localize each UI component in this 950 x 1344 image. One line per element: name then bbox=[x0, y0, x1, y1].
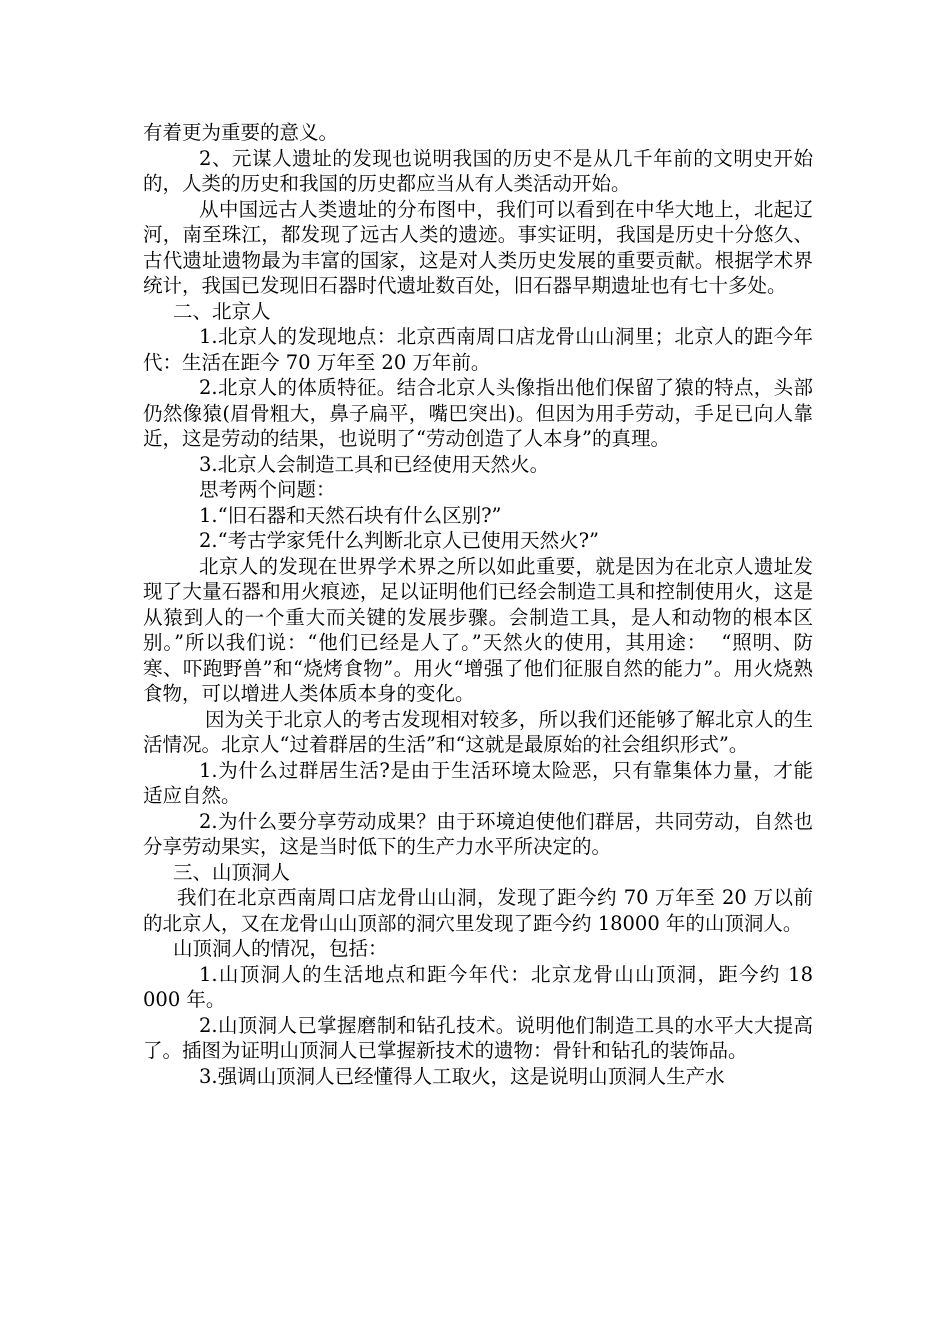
paragraph: 北京人的发现在世界学术界之所以如此重要，就是因为在北京人遗址发现了大量石器和用火痕迹，足以证明他们已经会制造工具和控制使用火，这是从猿到人的一个重大而关键的发展步骤。会制造工具，是人和动物的根本区别。”所以我们说：“他们已经是人了。”天然火的使用，其用途： “照明、防寒、吓跑野兽”和“烧烤食物”。用火“增强了他们征服自然的能力”。用火烧熟食物，可以增进人类体质本身的变化。 bbox=[143, 554, 813, 705]
list-item: 1.山顶洞人的生活地点和距今年代：北京龙骨山山顶洞，距今约 18 000 年。 bbox=[143, 962, 820, 1011]
list-item: 2.为什么要分享劳动成果？由于环境迫使他们群居，共同劳动，自然也分享劳动果实，这是当时低下的生产力水平所决定的。 bbox=[143, 809, 813, 858]
paragraph: 因为关于北京人的考古发现相对较多，所以我们还能够了解北京人的生活情况。北京人“过着群居的生活”和“这就是最原始的社会组织形式”。 bbox=[143, 707, 813, 756]
document-body bbox=[143, 120, 820, 1089]
paragraph: 有着更为重要的意义。 bbox=[143, 121, 339, 144]
paragraph: 山顶洞人的情况，包括： bbox=[173, 937, 388, 960]
paragraph: 1.北京人的发现地点：北京西南周口店龙骨山山洞里；北京人的距今年代：生活在距今 70 万年至 20 万年前。 bbox=[143, 325, 813, 374]
list-item: 2.山顶洞人已掌握磨制和钻孔技术。说明他们制造工具的水平大大提高了。插图为证明山顶洞人已掌握新技术的遗物：骨针和钻孔的装饰品。 bbox=[143, 1013, 813, 1062]
paragraph: 2、元谋人遗址的发现也说明我国的历史不是从几千年前的文明史开始的，人类的历史和我国的历史都应当从有人类活动开始。 bbox=[143, 146, 813, 195]
list-item: 1.“旧石器和天然石块有什么区别?” bbox=[199, 503, 502, 527]
list-item: 3.强调山顶洞人已经懂得人工取火，这是说明山顶洞人生产水 bbox=[199, 1064, 725, 1088]
paragraph: 2.北京人的体质特征。结合北京人头像指出他们保留了猿的特点，头部仍然像猿(眉骨粗大，鼻子扁平，嘴巴突出)。但因为用手劳动，手足已向人靠近，这是劳动的结果，也说明了“劳动创造了人本身”的真理。 bbox=[143, 376, 813, 450]
paragraph: 我们在北京西南周口店龙骨山山洞，发现了距今约 70 万年至 20 万以前的北京人，又在龙骨山山顶部的洞穴里发现了距今约 18000 年的山顶洞人。 bbox=[143, 886, 813, 935]
paragraph: 3.北京人会制造工具和已经使用天然火。 bbox=[199, 452, 550, 476]
section-heading: 二、北京人 bbox=[173, 299, 271, 323]
paragraph: 思考两个问题： bbox=[199, 478, 336, 501]
list-item: 2.“考古学家凭什么判断北京人已使用天然火?” bbox=[199, 529, 599, 552]
paragraph: 从中国远古人类遗址的分布图中，我们可以看到在中华大地上，北起辽河，南至珠江，都发现了远古人类的遗迹。事实证明，我国是历史十分悠久、古代遗址遗物最为丰富的国家，这是对人类历史发展的重要贡献。根据学术界统计，我国已发现旧石器时代遗址数百处，旧石器早期遗址也有七十多处。 bbox=[143, 197, 813, 297]
section-heading: 三、山顶洞人 bbox=[173, 860, 291, 884]
list-item: 1.为什么过群居生活?是由于生活环境太险恶，只有靠集体力量，才能适应自然。 bbox=[143, 758, 813, 807]
